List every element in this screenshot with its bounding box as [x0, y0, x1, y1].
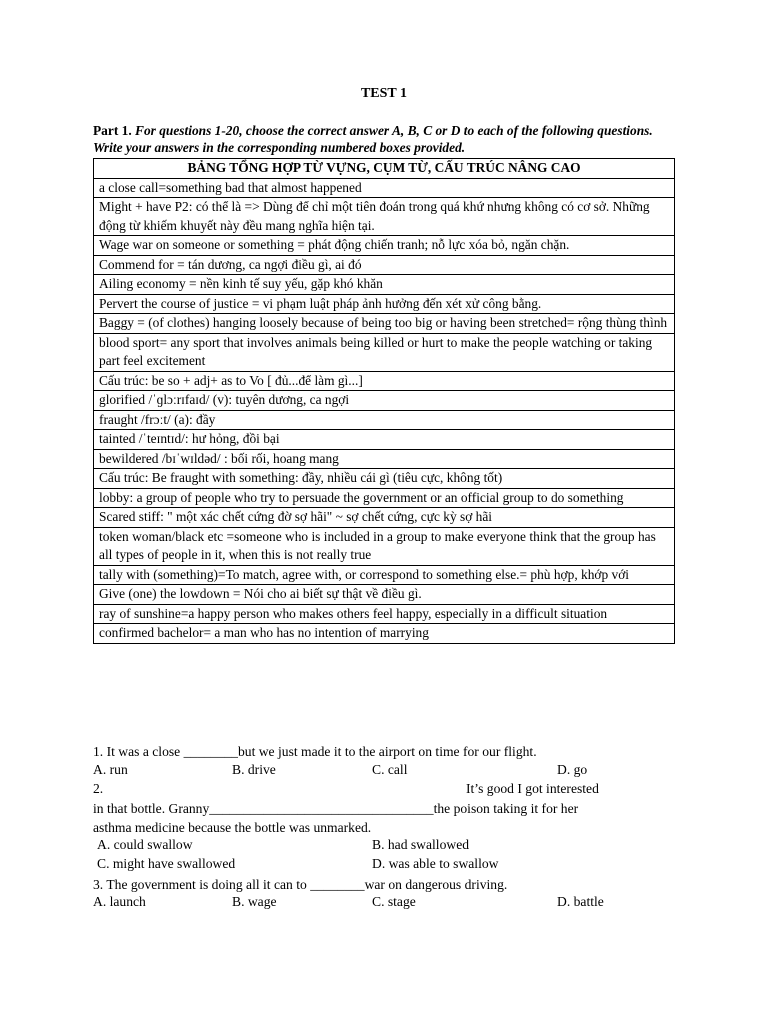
question-3-stem: 3. The government is doing all it can to ________war on dangerous driving.	[93, 877, 508, 892]
table-row: Baggy = (of clothes) hanging loosely because of being too big or having been stretched= rộng thùng thình	[94, 314, 675, 334]
table-row: glorified /ˈɡlɔːrɪfaɪd/ (v): tuyên dương, ca ngợi	[94, 391, 675, 411]
table-row: confirmed bachelor= a man who has no intention of marrying	[94, 624, 675, 644]
table-row: Give (one) the lowdown = Nói cho ai biết sự thật về điều gì.	[94, 585, 675, 605]
page-title: TEST 1	[360, 86, 408, 101]
question-2-stem-part2: in that bottle. Granny_________________________________the poison taking it for her	[93, 801, 579, 816]
table-row: Scared stiff: " một xác chết cứng đờ sợ hãi" ~ sợ chết cứng, cực kỳ sợ hãi	[94, 508, 675, 528]
question-1-option-d[interactable]: D. go	[557, 762, 588, 777]
table-row: tally with (something)=To match, agree with, or correspond to something else.= phù hợp, khớp với	[94, 565, 675, 585]
question-2-option-d[interactable]: D. was able to swallow	[372, 856, 499, 871]
question-1-option-a[interactable]: A. run	[93, 762, 128, 777]
question-3-option-b[interactable]: B. wage	[232, 894, 277, 909]
question-3-option-d[interactable]: D. battle	[557, 894, 604, 909]
table-row: fraught /frɔːt/ (a): đầy	[94, 410, 675, 430]
table-row: token woman/black etc =someone who is included in a group to make everyone think that the group has all types of people in it, when this is not really true	[94, 527, 675, 565]
instructions	[93, 122, 683, 156]
table-row: a close call=something bad that almost happened	[94, 178, 675, 198]
question-2-option-c[interactable]: C. might have swallowed	[97, 856, 236, 871]
question-3-option-a[interactable]: A. launch	[93, 894, 146, 909]
question-2-option-a[interactable]: A. could swallow	[97, 837, 193, 852]
question-2-option-b[interactable]: B. had swallowed	[372, 837, 470, 852]
table-header: BẢNG TỔNG HỢP TỪ VỰNG, CỤM TỪ, CẤU TRÚC NÂNG CAO	[94, 159, 675, 179]
instructions-text: For questions 1-20, choose the correct answer A, B, C or D to each of the following questions. Write your answers in the corresponding numbered boxes provided.	[93, 123, 653, 155]
question-3-option-c[interactable]: C. stage	[372, 894, 416, 909]
question-1-stem: 1. It was a close ________but we just made it to the airport on time for our flight.	[93, 744, 537, 759]
table-row: lobby: a group of people who try to persuade the government or an official group to do something	[94, 488, 675, 508]
table-row: Commend for = tán dương, ca ngợi điều gì, ai đó	[94, 255, 675, 275]
table-row: Cấu trúc: Be fraught with something: đầy, nhiều cái gì (tiêu cực, không tốt)	[94, 469, 675, 489]
table-row: Pervert the course of justice = vi phạm luật pháp ảnh hưởng đến xét xử công bằng.	[94, 294, 675, 314]
table-row: blood sport= any sport that involves animals being killed or hurt to make the people watching or taking part feel excitement	[94, 333, 675, 371]
table-row: tainted /ˈteɪntɪd/: hư hỏng, đồi bại	[94, 430, 675, 450]
table-row: Wage war on someone or something = phát động chiến tranh; nỗ lực xóa bỏ, ngăn chặn.	[94, 236, 675, 256]
question-2-stem-part3: asthma medicine because the bottle was unmarked.	[93, 820, 372, 835]
table-row: Might + have P2: có thể là => Dùng để chỉ một tiên đoán trong quá khứ nhưng không có cơ sở. Những động từ khiếm khuyết này đều mang nghĩa hiện tại.	[94, 198, 675, 236]
table-row: Ailing economy = nền kinh tế suy yếu, gặp khó khăn	[94, 275, 675, 295]
question-1-option-b[interactable]: B. drive	[232, 762, 276, 777]
table-row: Cấu trúc: be so + adj+ as to Vo [ đủ...để làm gì...]	[94, 371, 675, 391]
table-row: bewildered /bɪˈwɪldəd/ : bối rối, hoang mang	[94, 449, 675, 469]
table-row: ray of sunshine=a happy person who makes others feel happy, especially in a difficult situation	[94, 604, 675, 624]
question-2-stem-part1: It’s good I got interested	[466, 781, 599, 796]
part-label: Part 1.	[93, 123, 132, 138]
question-1-option-c[interactable]: C. call	[372, 762, 408, 777]
question-2-number: 2.	[93, 781, 104, 796]
vocabulary-table	[93, 158, 675, 644]
